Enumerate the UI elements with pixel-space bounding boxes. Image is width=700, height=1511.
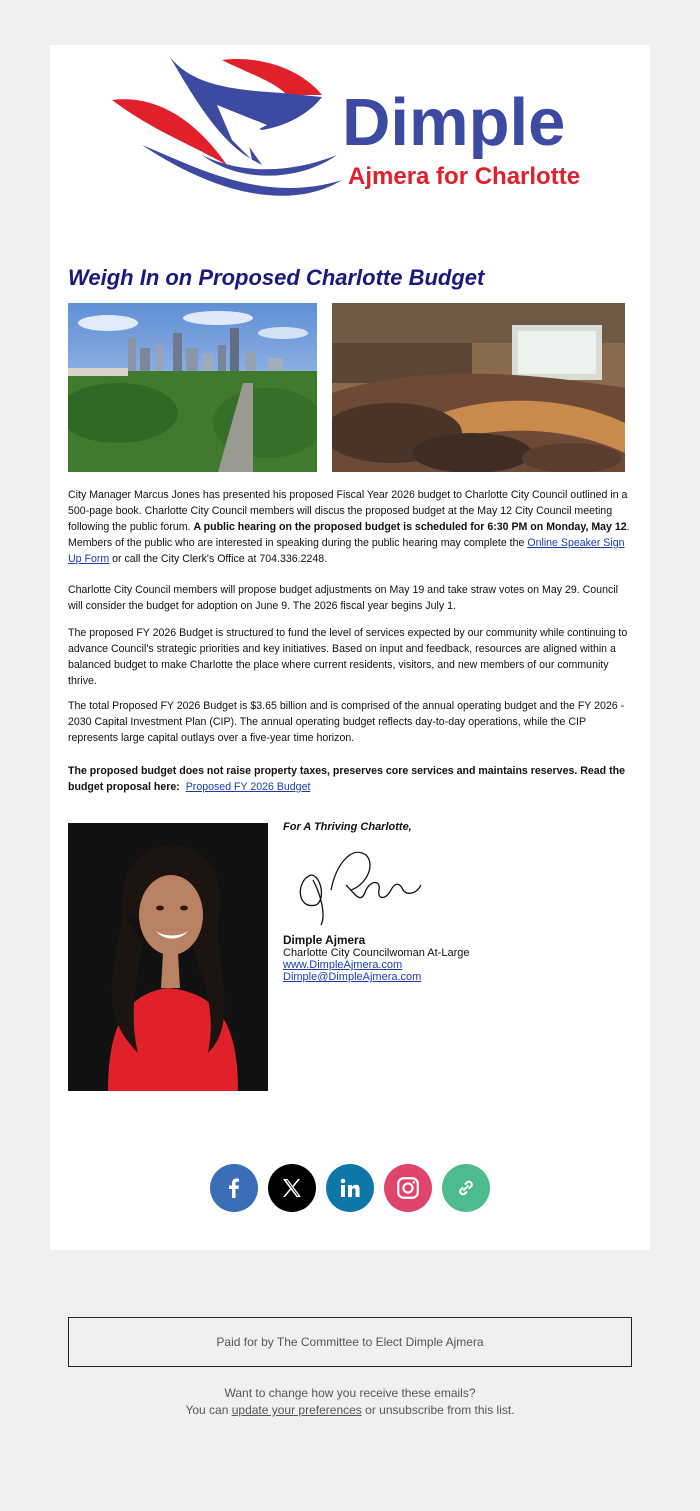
preferences-prefix: You can <box>185 1403 232 1417</box>
property-tax-statement: The proposed budget does not raise property taxes, preserves core services and maintains reserves. Read the budget proposal here: <box>68 765 625 793</box>
linkedin-icon <box>338 1176 362 1200</box>
page-title: Weigh In on Proposed Charlotte Budget <box>68 265 485 290</box>
signature-block <box>283 821 613 983</box>
council-chamber-image <box>332 303 625 472</box>
email-link[interactable]: Dimple@DimpleAjmera.com <box>283 971 422 984</box>
link-icon <box>454 1176 478 1200</box>
preferences-question: Want to change how you receive these emails? <box>224 1386 476 1400</box>
flag-star-icon <box>112 55 352 205</box>
property-tax-paragraph <box>68 764 634 796</box>
candidate-name: Dimple Ajmera <box>283 933 366 948</box>
clerk-phone-text: or call the City Clerk's Office at 704.336.2248. <box>109 552 328 565</box>
update-preferences-link[interactable]: update your preferences <box>231 1403 362 1417</box>
paid-for-disclaimer: Paid for by The Committee to Elect Dimple Ajmera <box>68 1317 632 1367</box>
instagram-button[interactable] <box>384 1164 432 1212</box>
budget-proposal-link[interactable]: Proposed FY 2026 Budget <box>185 780 311 793</box>
instagram-icon <box>395 1175 421 1201</box>
speaker-signup-link[interactable]: Online Speaker Sign Up Form <box>68 536 625 565</box>
campaign-logo <box>112 55 592 205</box>
website-link[interactable]: www.DimpleAjmera.com <box>283 958 403 971</box>
candidate-portrait <box>68 823 268 1091</box>
unsubscribe-text: or unsubscribe from this list. <box>361 1403 515 1417</box>
logo-wordmark: Dimple <box>342 85 566 160</box>
logo-tagline: Ajmera for Charlotte <box>348 163 581 190</box>
schedule-paragraph: Charlotte City Council members will propose budget adjustments on May 19 and take straw votes on May 29. Council will consider the budget for adoption on June 9. The 2026 fiscal year begins July 1. <box>68 584 618 612</box>
signature-closing: For A Thriving Charlotte, <box>283 821 412 833</box>
public-hearing-highlight: A public hearing on the proposed budget is scheduled for 6:30 PM on Monday, May 12 <box>193 520 627 533</box>
linkedin-button[interactable] <box>326 1164 374 1212</box>
website-link-button[interactable] <box>442 1164 490 1212</box>
handwritten-signature <box>291 835 431 930</box>
x-button[interactable] <box>268 1164 316 1212</box>
budget-total-paragraph: The total Proposed FY 2026 Budget is $3.65 billion and is comprised of the annual operating budget and the FY 2026 - 2030 Capital Investment Plan (CIP). The annual operating budget reflects day-to-day operations, while the CIP represents large capital outlays over a five-year time horizon. <box>68 700 625 744</box>
facebook-button[interactable] <box>210 1164 258 1212</box>
email-card <box>50 45 650 1250</box>
budget-structure-paragraph: The proposed FY 2026 Budget is structured to fund the level of services expected by our community while continuing to advance Council's strategic priorities and key initiatives. Based on input and feedback, resources are aligned within a balanced budget to make Charlotte the place where current residents, visitors, and new members of our community thrive. <box>68 627 628 687</box>
preferences-line <box>0 1402 700 1419</box>
x-icon <box>280 1176 304 1200</box>
email-preferences-footer <box>0 1385 700 1419</box>
intro-text: City Manager Marcus Jones has presented his proposed Fiscal Year 2026 budget to Charlotte City Council outlined in a 500-page book. Charlotte City Council members will discus the proposed budget at the May 12 City Council meeting following the public forum. <box>68 489 628 533</box>
facebook-icon <box>222 1176 246 1200</box>
intro-text-continued: . Members of the public who are interested in speaking during the public hearing may complete the <box>68 520 630 549</box>
candidate-title: Charlotte City Councilwoman At-Large <box>283 946 470 959</box>
intro-paragraph <box>68 488 634 568</box>
charlotte-skyline-image <box>68 303 317 472</box>
